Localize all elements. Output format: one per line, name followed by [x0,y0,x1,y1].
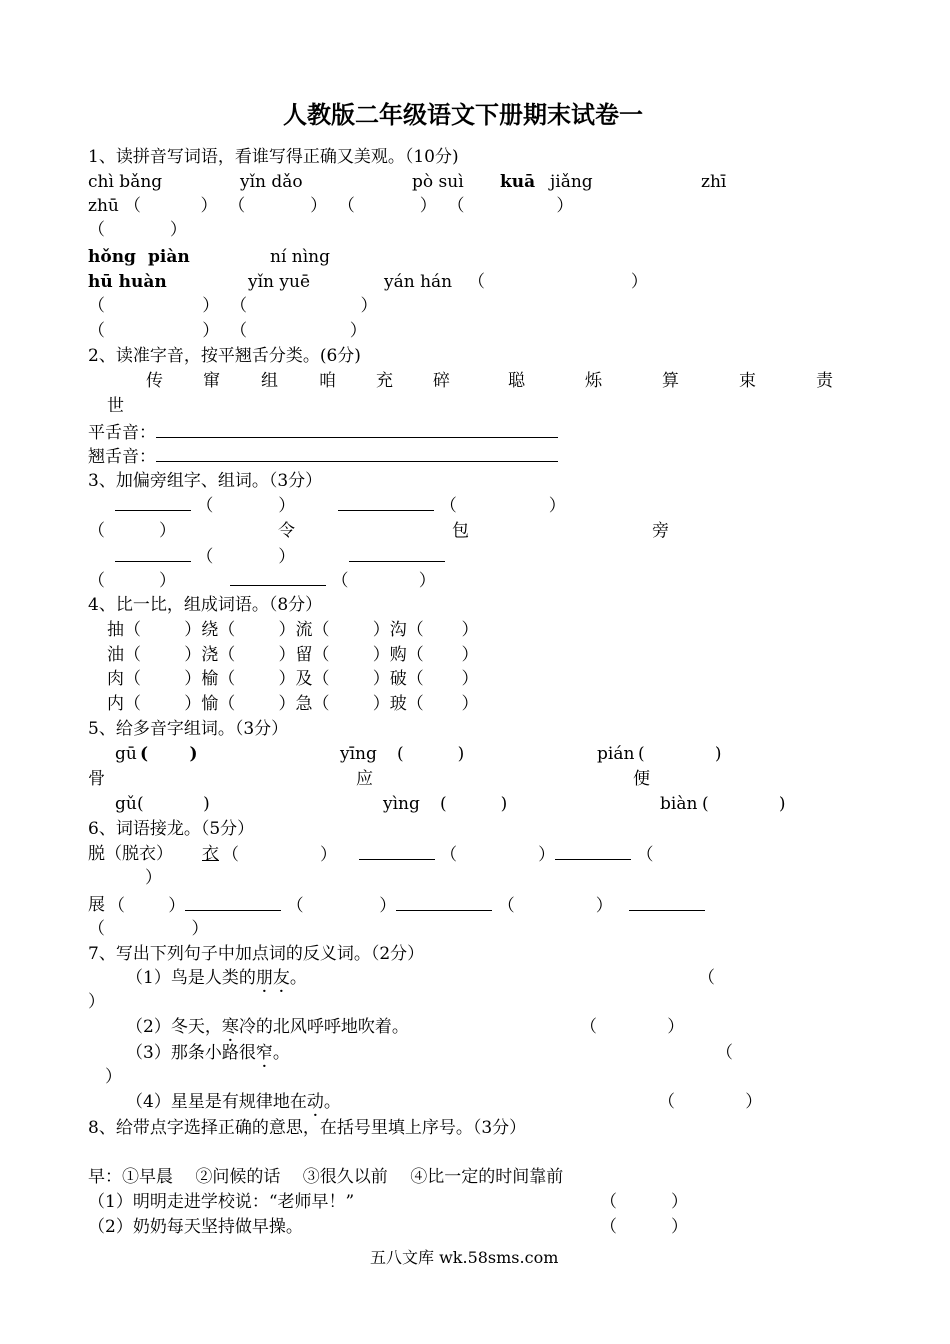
pinyin: ní nìng [270,247,331,267]
q4-heading: 4、比一比，组成词语。（8分） [88,595,323,615]
text: （3）那条小路很 [126,1043,256,1063]
qiao-row [88,445,558,468]
answer-blank[interactable]: （ [698,968,715,988]
pinyin: kuā [500,172,536,192]
answer-blank[interactable]: （ ） （ ） [88,321,367,341]
q2-heading: 2、读准字音，按平翘舌分类。(6分) [88,346,361,366]
dotted-char: 窄 [255,1043,273,1063]
pinyin: chì bǎng [88,172,163,192]
answer-blank[interactable]: ( ) [638,744,722,764]
char: 急 [295,694,313,714]
pinyin: yīng [340,744,377,764]
q1-pinyin-row1 [88,171,162,193]
answer-blank[interactable]: ( ) [140,744,198,764]
char: 束 [739,371,756,391]
q7-sentence-2 [126,1016,409,1038]
char: 责 [816,371,833,391]
text: 冷的北风呼呼地吹着。 [238,1017,409,1037]
char: 充 [376,371,393,391]
answer-blank[interactable]: ） [88,992,105,1012]
answer-blank[interactable]: （ ） [580,1017,685,1037]
char: 榆 [201,669,219,689]
compare-row: 油（ ）浇（ ）留（ ）购（ ） [107,645,479,665]
char: 旁 [652,521,669,541]
pinyin: yǐn dǎo [240,172,303,192]
ping-row [88,421,558,444]
compare-row: 抽（ ）绕（ ）流（ ）沟（ ） [107,620,479,640]
text: （2）冬天， [126,1017,222,1037]
q7-heading: 7、写出下列句子中加点词的反义词。（2分） [88,944,425,964]
page-title: 人教版二年级语文下册期末试卷一 [283,100,643,129]
char: 应 [356,769,373,789]
char: 肉 [107,669,124,689]
q8-sentence-1: （1）明明走进学校说：“老师早！” [88,1192,355,1212]
q7-sentence-3 [126,1042,290,1064]
char: 窜 [203,371,220,391]
answer-blank[interactable]: （ ） [658,1092,763,1112]
answer-blank[interactable]: （ ） [88,919,209,939]
pinyin: biàn [660,794,698,814]
compare-row: 内（ ）愉（ ）急（ ）玻（ ） [107,694,479,714]
answer-blank[interactable]: （ ） （ ） （ ） （ ） [124,196,574,216]
q8-heading: 8、给带点字选择正确的意思，在括号里填上序号。（3分） [88,1118,527,1138]
dotted-char: 朋 [255,968,273,988]
answer-blank[interactable]: （ ） [468,272,648,292]
q7-sentence-4 [126,1091,341,1113]
char: 世 [107,396,124,416]
char: 购 [389,645,407,665]
char: 算 [662,371,679,391]
char: 愉 [201,694,219,714]
char: 流 [295,620,313,640]
answer-row[interactable]: （ ） [115,545,445,568]
q7-sentence-1 [126,967,307,989]
pinyin: hū huàn [88,272,167,292]
char: 传 [146,371,163,391]
q5-heading: 5、给多音字组词。（3分） [88,719,289,739]
answer-blank[interactable]: ） [105,1067,122,1087]
pinyin: yìng [383,794,420,814]
char: 玻 [389,694,407,714]
char: 组 [261,371,278,391]
char: 浇 [201,645,219,665]
answer-row[interactable]: （ ） （ ） [88,571,436,591]
ping-label: 平舌音： [88,423,156,443]
answer-line[interactable] [156,421,558,438]
pinyin: zhī [701,172,727,192]
pinyin: pò suì [412,172,464,192]
char: 内 [107,694,124,714]
char: 及 [295,669,313,689]
compare-row: 肉（ ）榆（ ）及（ ）破（ ） [107,669,479,689]
qiao-label: 翘舌音： [88,447,156,467]
answer-blank[interactable]: （ ） [600,1192,689,1212]
char: 烁 [585,371,602,391]
dotted-char: 寒 [221,1017,239,1037]
char: 抽 [107,620,124,640]
answer-blank[interactable]: （ ） （ ） [88,296,378,316]
answer-blank[interactable]: ( ) [440,794,508,814]
pinyin: pián [597,744,635,764]
answer-row[interactable]: （ ） （ ） （ ） [108,894,705,917]
answer-line[interactable] [156,445,558,462]
answer-blank[interactable]: （ ） [88,220,187,240]
answer-blank[interactable]: ( ) [137,794,210,814]
q6-yi: 衣 [202,844,219,864]
pinyin: hǒng [88,247,136,267]
pinyin: jiǎng [550,172,593,192]
char: 破 [389,669,407,689]
answer-blank[interactable]: （ ） [600,1217,689,1237]
pinyin: gū [115,744,137,764]
pinyin: yǐn yuē [248,272,311,292]
char: 沟 [389,620,407,640]
answer-row[interactable]: （ ） （ ） （ [222,845,654,865]
answer-blank[interactable]: ( ) [397,744,465,764]
q1-heading: 1、读拼音写词语，看谁写得正确又美观。（10分) [88,147,459,167]
q8-options: 早：①早晨 ②问候的话 ③很久以前 ④比一定的时间靠前 [88,1167,564,1187]
answer-row[interactable]: （ ） （ ） [115,494,566,517]
char: 绕 [201,620,219,640]
q6-start: 脱（脱衣） [88,844,173,864]
q8-sentence-2: （2）奶奶每天坚持做早操。 [88,1217,303,1237]
q3-heading: 3、加偏旁组字、组词。（3分） [88,471,323,491]
answer-blank[interactable]: （ ） [88,521,177,541]
char: 碎 [433,371,450,391]
q6-zhan: 展 [88,895,105,915]
q6-heading: 6、词语接龙。（5分） [88,819,255,839]
text: 。 [289,968,307,988]
dotted-char: 友 [272,968,290,988]
char: 留 [295,645,313,665]
char: 聪 [508,371,525,391]
answer-blank[interactable]: ( ) [702,794,786,814]
char: 咱 [319,371,336,391]
answer-blank[interactable]: （ [716,1043,733,1063]
dotted-char: 动 [306,1092,324,1112]
text: （1）鸟是人类的 [126,968,256,988]
text: （4）星星是有规律地在 [126,1092,307,1112]
text: 。 [272,1043,290,1063]
char: 油 [107,645,124,665]
pinyin: piàn [148,247,190,267]
char: 包 [452,521,469,541]
char: 骨 [88,769,105,789]
pinyin: gǔ [115,794,137,814]
char: 便 [633,769,650,789]
pinyin: zhū [88,196,119,216]
char: 令 [278,521,295,541]
footer-watermark: 五八文库 wk.58sms.com [370,1248,559,1267]
text: 。 [323,1092,341,1112]
answer-blank[interactable]: ） [145,868,162,888]
pinyin: yán hán [384,272,453,292]
